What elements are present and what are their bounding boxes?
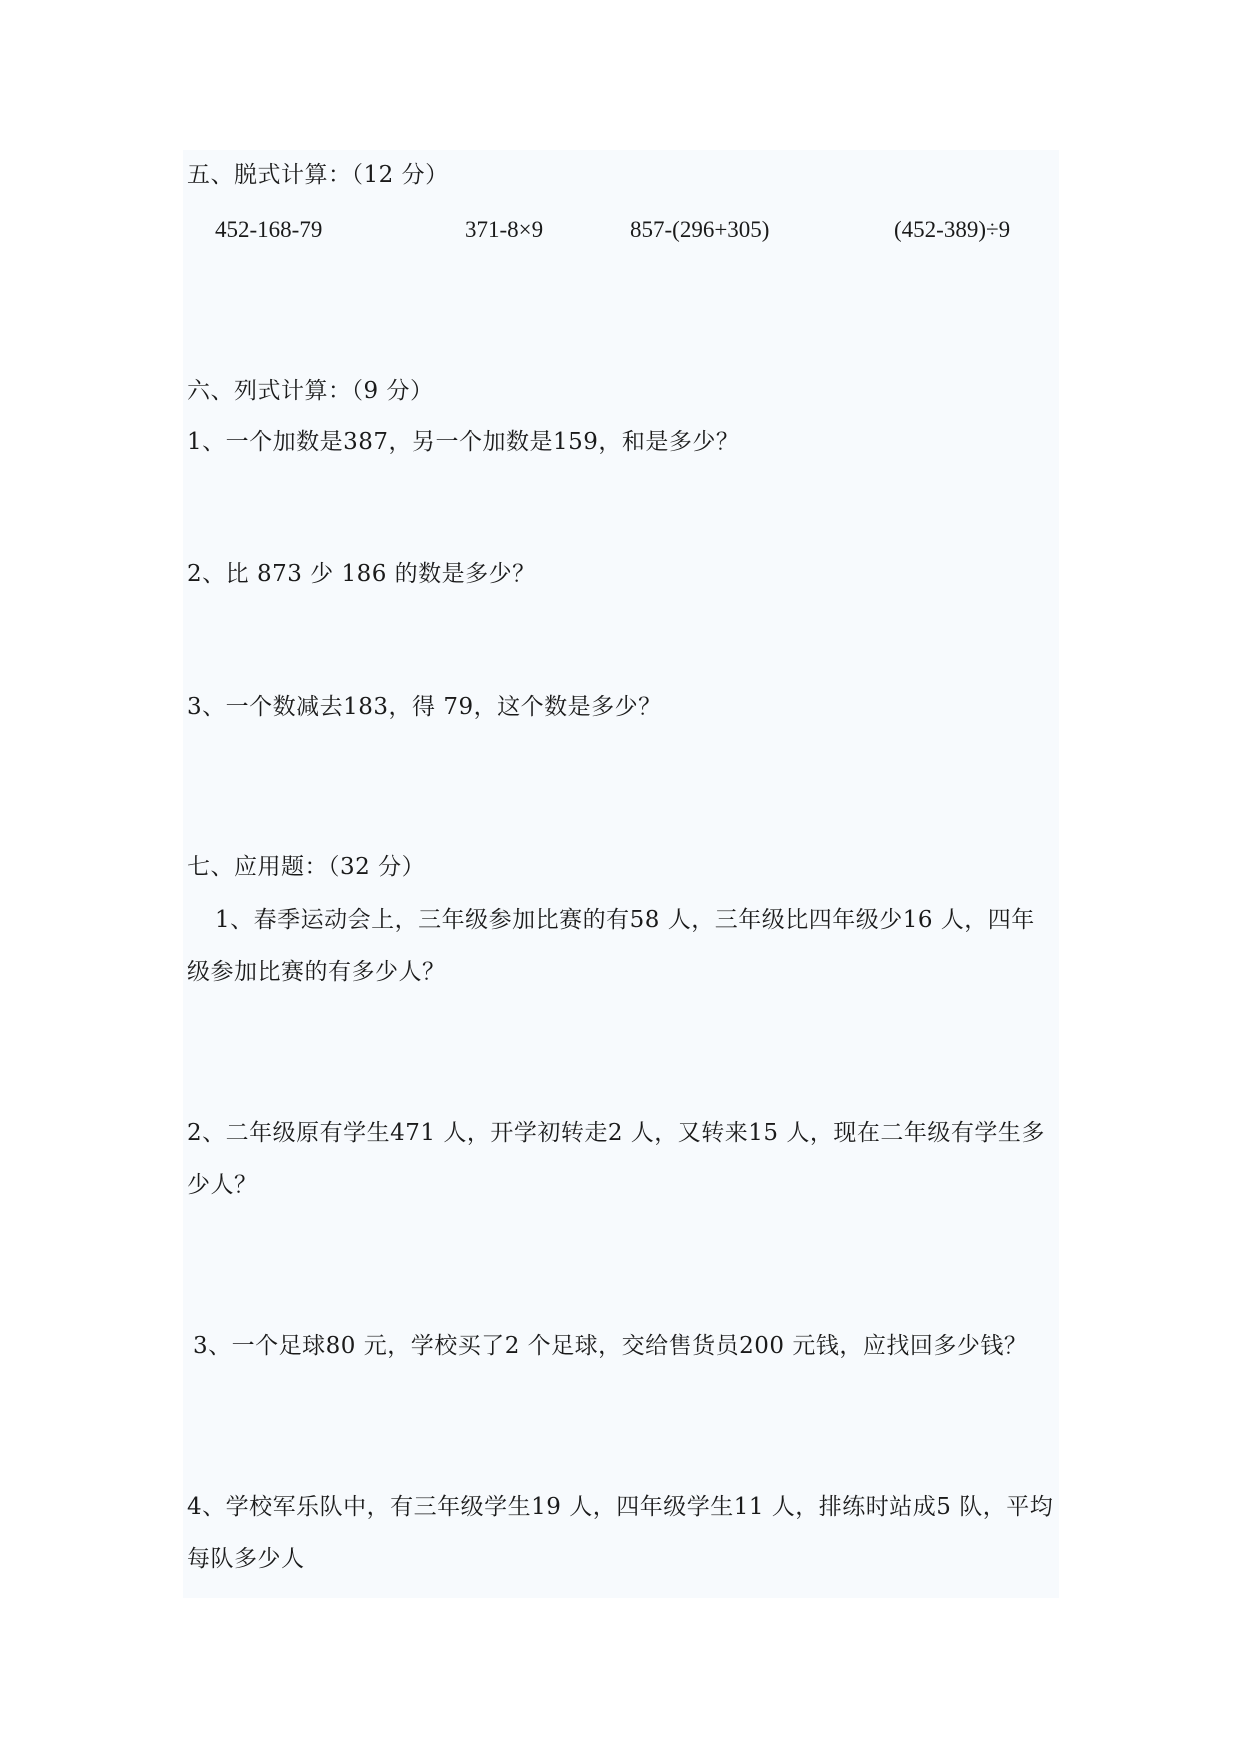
section-7-question-2-line-2: 少人？ (187, 1172, 258, 1198)
section-7-question-4-line-2: 每队多少人 (187, 1546, 305, 1572)
expression-2: 371-8×9 (465, 217, 544, 242)
section-7-question-3: 3、一个足球80 元，学校买了2 个足球，交给售货员200 元钱，应找回多少钱？ (193, 1333, 1028, 1359)
expression-1: 452-168-79 (215, 217, 323, 242)
section-7-question-2-line-1: 2、二年级原有学生471 人，开学初转走2 人，又转来15 人，现在二年级有学生多 (187, 1120, 1045, 1146)
section-6-question-2: 2、比 873 少 186 的数是多少？ (187, 561, 536, 587)
section-7-question-4-line-1: 4、学校军乐队中，有三年级学生19 人，四年级学生11 人，排练时站成5 队，平均 (187, 1494, 1054, 1520)
section-7-heading: 七、应用题：（32 分） (187, 854, 426, 880)
section-7-question-1-line-2: 级参加比赛的有多少人？ (187, 959, 446, 985)
section-6-heading: 六、列式计算：（9 分） (187, 378, 434, 404)
section-6-question-3: 3、一个数减去183，得 79，这个数是多少？ (187, 694, 662, 720)
expression-4: (452-389)÷9 (894, 217, 1011, 242)
section-7-question-1-line-1: 1、春季运动会上，三年级参加比赛的有58 人，三年级比四年级少16 人，四年 (215, 907, 1035, 933)
expression-3: 857-(296+305) (630, 217, 770, 242)
section-6-question-1: 1、一个加数是387，另一个加数是159，和是多少？ (187, 429, 740, 455)
section-5-heading: 五、脱式计算：（12 分） (187, 162, 449, 188)
